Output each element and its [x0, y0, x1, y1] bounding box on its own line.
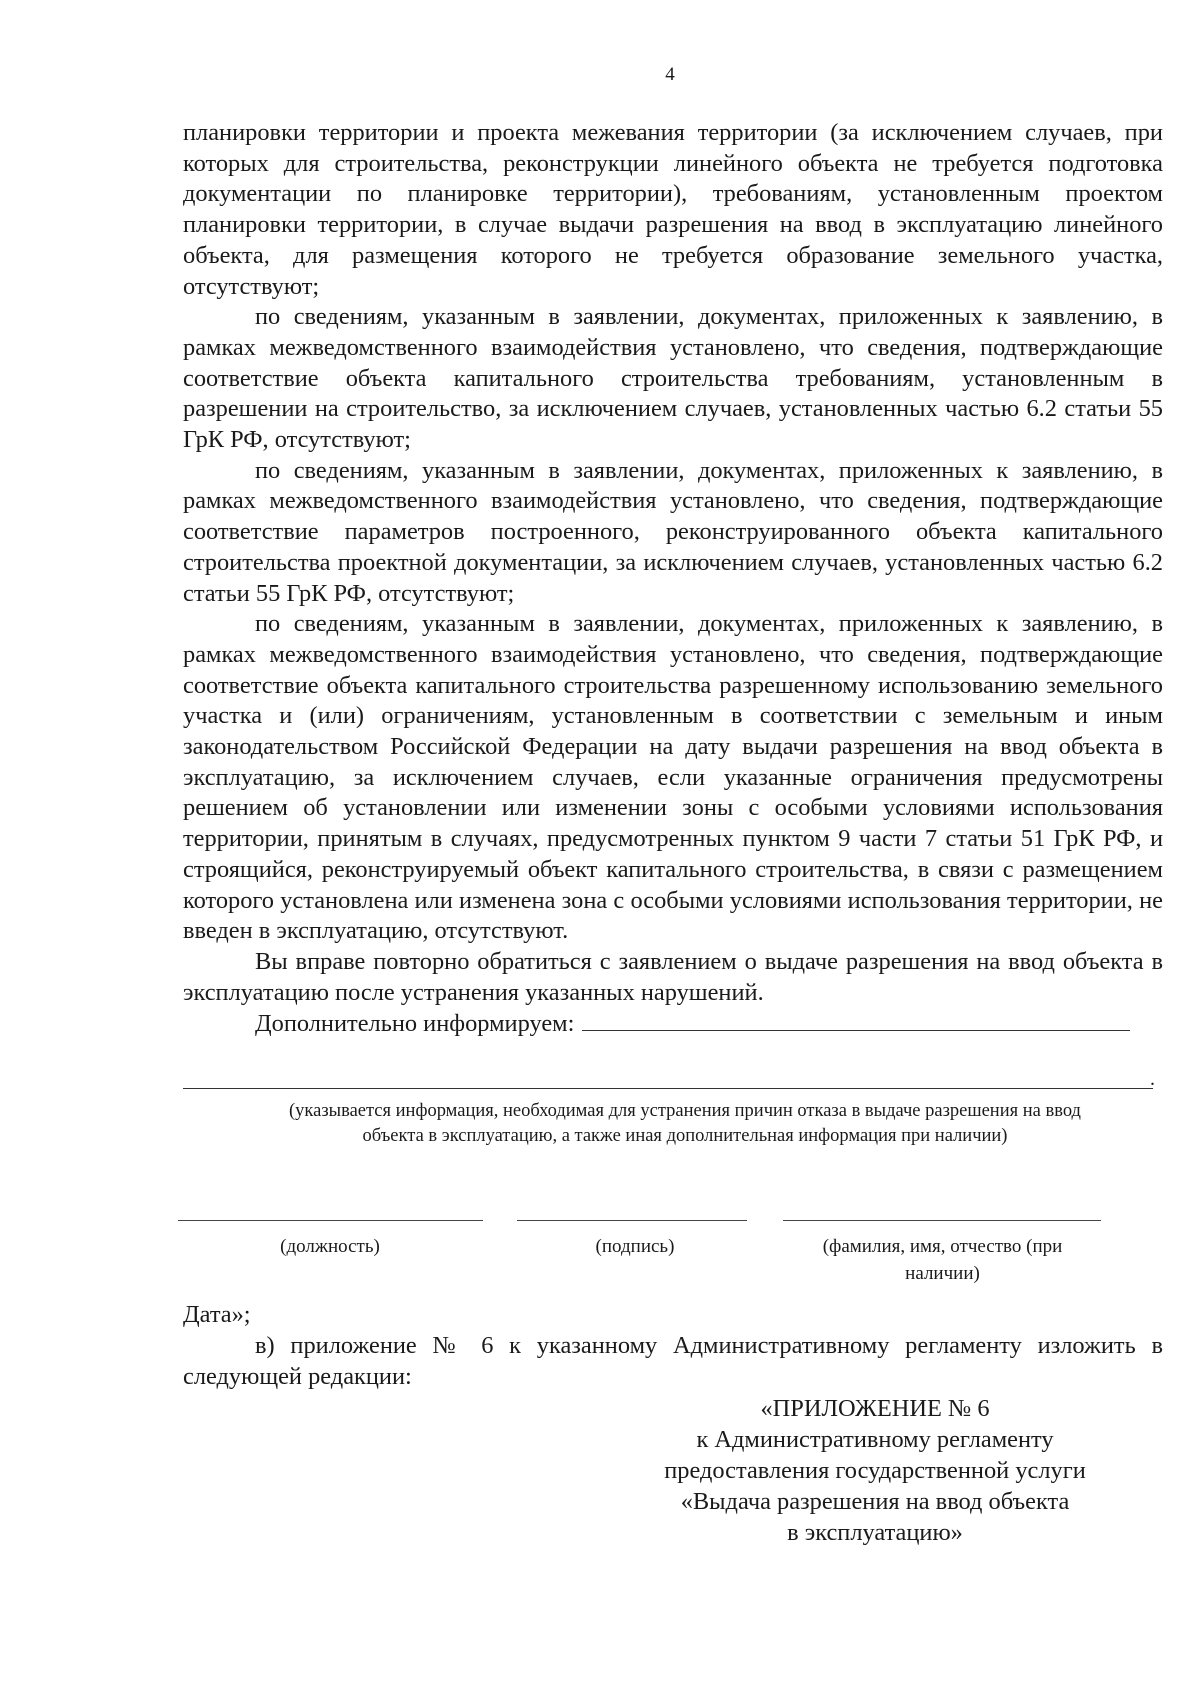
page-number: 4 [665, 64, 675, 85]
additional-info-label: Дополнительно информируем: [255, 1010, 575, 1038]
full-name-signature-line [783, 1220, 1101, 1221]
position-signature-line [178, 1220, 483, 1221]
appendix-line-3: предоставления государственной услуги [664, 1457, 1086, 1484]
amendment-section [183, 1299, 1163, 1392]
date-label: Дата»; [183, 1301, 251, 1328]
refusal-text-body [183, 118, 1163, 1040]
signature-caption: (подпись) [595, 1236, 675, 1257]
position-caption: (должность) [280, 1236, 380, 1257]
additional-info-second-blank [183, 1088, 1153, 1089]
paragraph-planning-requirements: планировки территории и проекта межевания территории (за исключением случаев, при которых для строительства, реконструкции линейного объекта не требуется подготовка документации по планировке территории), требованиям, установленным проектом планировки территории, в случае выдачи разрешения на ввод в эксплуатацию линейного объекта, для размещения которого не требуется образование земельного участка, отсутствуют; [183, 119, 1163, 300]
paragraph-land-use-restrictions: по сведениям, указанным в заявлении, документах, приложенных к заявлению, в рамках межведомственного взаимодействия установлено, что сведения, подтверждающие соответствие объекта капитального строительства разрешенному использованию земельного участка и (или) ограничениям, установленным в соответствии с земельным и иным законодательством Российской Федерации на дату выдачи разрешения на ввод объекта в эксплуатацию, за исключением случаев, если указанные ограничения предусмотрены решением об установлении или изменении зоны с особыми условиями использования территории, принятым в случаях, предусмотренных пунктом 9 части 7 статьи 51 ГрК РФ, и строящийся, реконструируемый объект капитального строительства, в связи с размещением которого установлена или изменена зона с особыми условиями использования территории, не введен в эксплуатацию, отсутствуют. [183, 610, 1163, 945]
appendix-line-4: «Выдача разрешения на ввод объекта [680, 1488, 1070, 1515]
paragraph-repeat-application: Вы вправе повторно обратиться с заявлением о выдаче разрешения на ввод объекта в эксплуатацию после устранения указанных нарушений. [183, 947, 1163, 1006]
additional-info-note: (указывается информация, необходимая для устранения причин отказа в выдаче разрешения на ввод объекта в эксплуатацию, а также иная дополнительная информация при наличии) [289, 1101, 1081, 1146]
appendix-heading [640, 1393, 1110, 1548]
appendix-line-5: в эксплуатацию» [787, 1519, 963, 1546]
additional-info-line [183, 1008, 1163, 1040]
full-name-caption: (фамилия, имя, отчество (при наличии) [822, 1236, 1063, 1284]
additional-info-blank [582, 1008, 1130, 1031]
appendix-line-2: к Административному регламенту [696, 1426, 1054, 1453]
line-end-mark: . [1150, 1068, 1155, 1090]
appendix-title: «ПРИЛОЖЕНИЕ № 6 [760, 1395, 990, 1422]
signature-line [517, 1220, 747, 1221]
amendment-paragraph: в) приложение № 6 к указанному Административному регламенту изложить в следующей редакции: [183, 1332, 1163, 1390]
paragraph-construction-permit: по сведениям, указанным в заявлении, документах, приложенных к заявлению, в рамках межведомственного взаимодействия установлено, что сведения, подтверждающие соответствие объекта капитального строительства требованиям, установленным в разрешении на строительство, за исключением случаев, установленных частью 6.2 статьи 55 ГрК РФ, отсутствуют; [183, 303, 1163, 454]
paragraph-project-documentation: по сведениям, указанным в заявлении, документах, приложенных к заявлению, в рамках межведомственного взаимодействия установлено, что сведения, подтверждающие соответствие параметров построенного, реконструированного объекта капитального строительства проектной документации, за исключением случаев, установленных частью 6.2 статьи 55 ГрК РФ, отсутствуют; [183, 456, 1163, 607]
